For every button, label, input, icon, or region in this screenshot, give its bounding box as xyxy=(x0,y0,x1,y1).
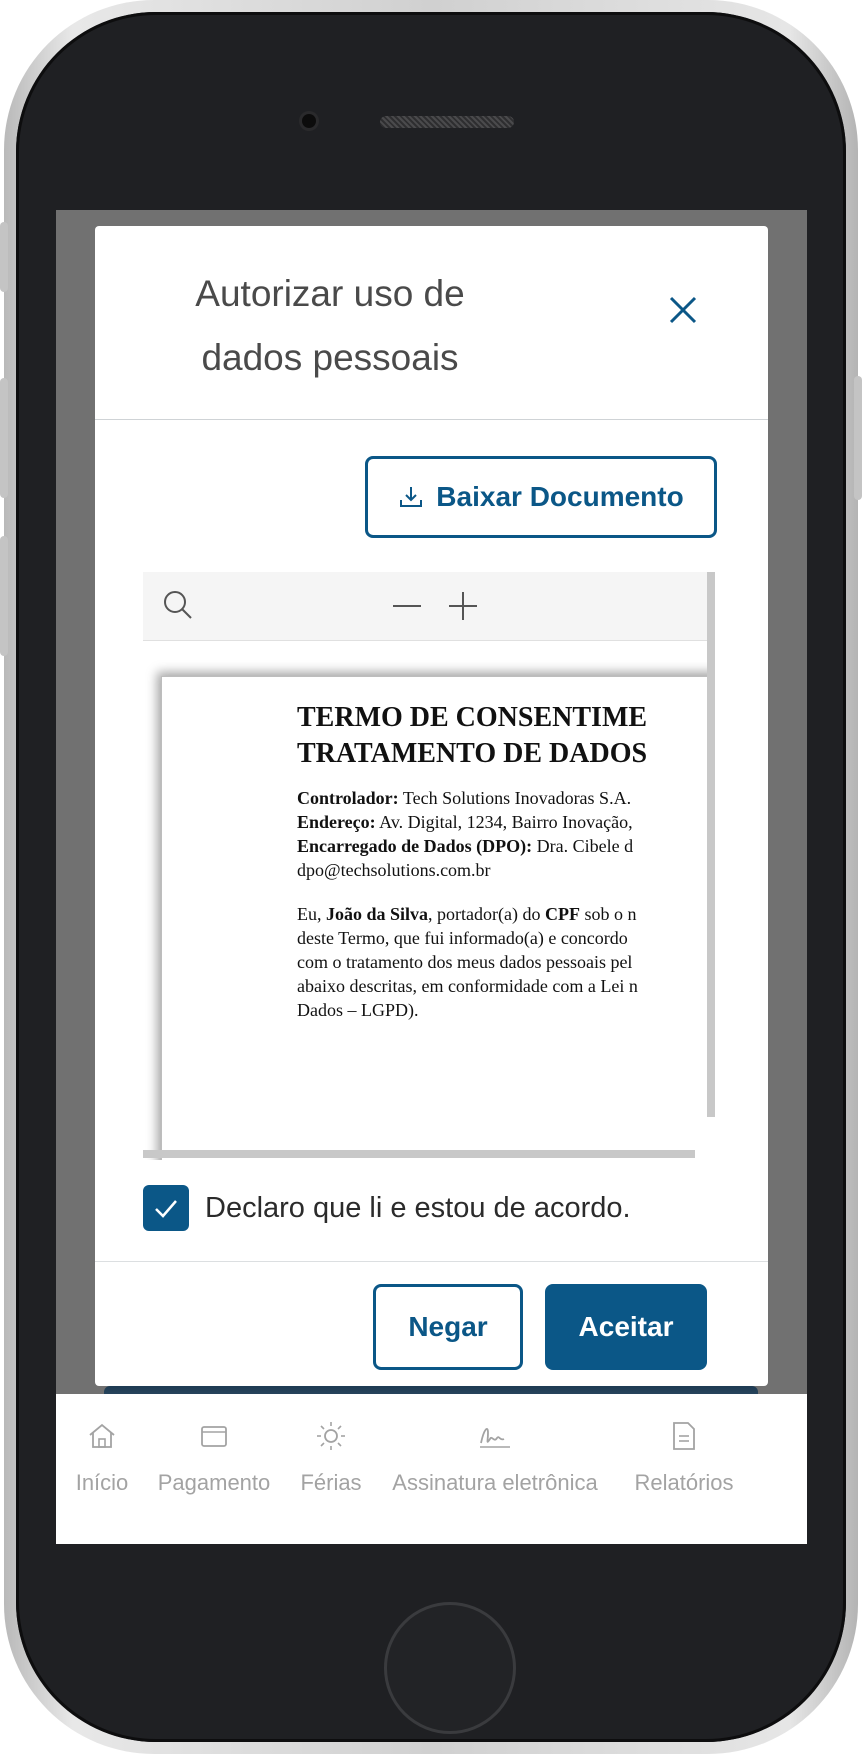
volume-down-button xyxy=(0,536,8,656)
dpo-line: Encarregado de Dados (DPO): Dra. Cibele d xyxy=(297,836,634,856)
download-document-button[interactable] xyxy=(365,456,717,538)
nav-item-ferias[interactable] xyxy=(296,1416,366,1506)
nav-label-assinatura: Assinatura eletrônica xyxy=(392,1470,598,1495)
zoom-in-icon[interactable] xyxy=(445,588,481,624)
document-content xyxy=(297,700,715,1022)
consent-label: Declaro que li e estou de acordo. xyxy=(205,1191,631,1224)
phone-screen xyxy=(56,210,807,1544)
paragraph-line-4: abaixo descritas, em conformidade com a Lei n xyxy=(297,976,638,996)
nav-label-ferias: Férias xyxy=(300,1470,362,1495)
home-button[interactable] xyxy=(384,1602,516,1734)
consent-checkbox[interactable] xyxy=(143,1185,189,1231)
document-heading-line-2: TRATAMENTO DE DADOS xyxy=(297,738,648,769)
document-heading-line-1: TERMO DE CONSENTIME xyxy=(297,702,648,733)
wallet-icon xyxy=(199,1421,229,1451)
modal-title: Autorizar uso de dados pessoais xyxy=(195,273,465,378)
viewer-toolbar xyxy=(143,572,715,641)
horizontal-scrollbar[interactable] xyxy=(143,1150,695,1158)
close-icon xyxy=(663,290,703,330)
paragraph-line-5: Dados – LGPD). xyxy=(297,1000,419,1020)
volume-up-button xyxy=(0,378,8,498)
paragraph-line-3: com o tratamento dos meus dados pessoais pel xyxy=(297,952,633,972)
nav-item-pagamento[interactable] xyxy=(154,1416,274,1506)
modal-header xyxy=(95,226,768,420)
search-icon[interactable] xyxy=(161,588,197,624)
bottom-navigation xyxy=(56,1394,807,1520)
paragraph-line-1: Eu, João da Silva, portador(a) do CPF sob o n xyxy=(297,904,637,924)
nav-label-pagamento: Pagamento xyxy=(157,1470,271,1495)
footer-divider xyxy=(95,1261,768,1262)
earpiece-speaker xyxy=(380,116,514,128)
signature-icon xyxy=(478,1421,512,1451)
front-camera xyxy=(302,114,316,128)
home-icon xyxy=(87,1421,117,1451)
accept-button[interactable]: Aceitar xyxy=(545,1284,707,1370)
vertical-scrollbar[interactable] xyxy=(707,572,715,1117)
consent-modal xyxy=(95,226,768,1386)
close-button[interactable] xyxy=(663,290,703,330)
power-button xyxy=(854,376,862,500)
zoom-out-icon[interactable] xyxy=(389,588,425,624)
download-label: Baixar Documento xyxy=(436,481,684,512)
controller-line: Controlador: Tech Solutions Inovadoras S.A. xyxy=(297,788,632,808)
consent-row[interactable] xyxy=(143,1184,631,1232)
sun-icon xyxy=(315,1420,347,1452)
nav-item-inicio[interactable] xyxy=(74,1416,130,1506)
nav-label-relatorios: Relatórios xyxy=(634,1470,734,1495)
address-line: Endereço: Av. Digital, 1234, Bairro Inovação, xyxy=(297,812,633,832)
dpo-email: dpo@techsolutions.com.br xyxy=(297,860,491,880)
download-icon xyxy=(398,484,424,510)
paragraph-line-2: deste Termo, que fui informado(a) e concordo xyxy=(297,928,628,948)
nav-label-inicio: Início xyxy=(75,1470,129,1495)
document-viewer[interactable] xyxy=(143,572,715,1160)
nav-item-assinatura[interactable] xyxy=(382,1416,608,1506)
nav-item-relatorios[interactable] xyxy=(630,1416,738,1506)
check-icon xyxy=(152,1194,180,1222)
report-icon xyxy=(670,1420,698,1452)
deny-button[interactable]: Negar xyxy=(373,1284,523,1370)
mute-switch xyxy=(0,222,8,292)
